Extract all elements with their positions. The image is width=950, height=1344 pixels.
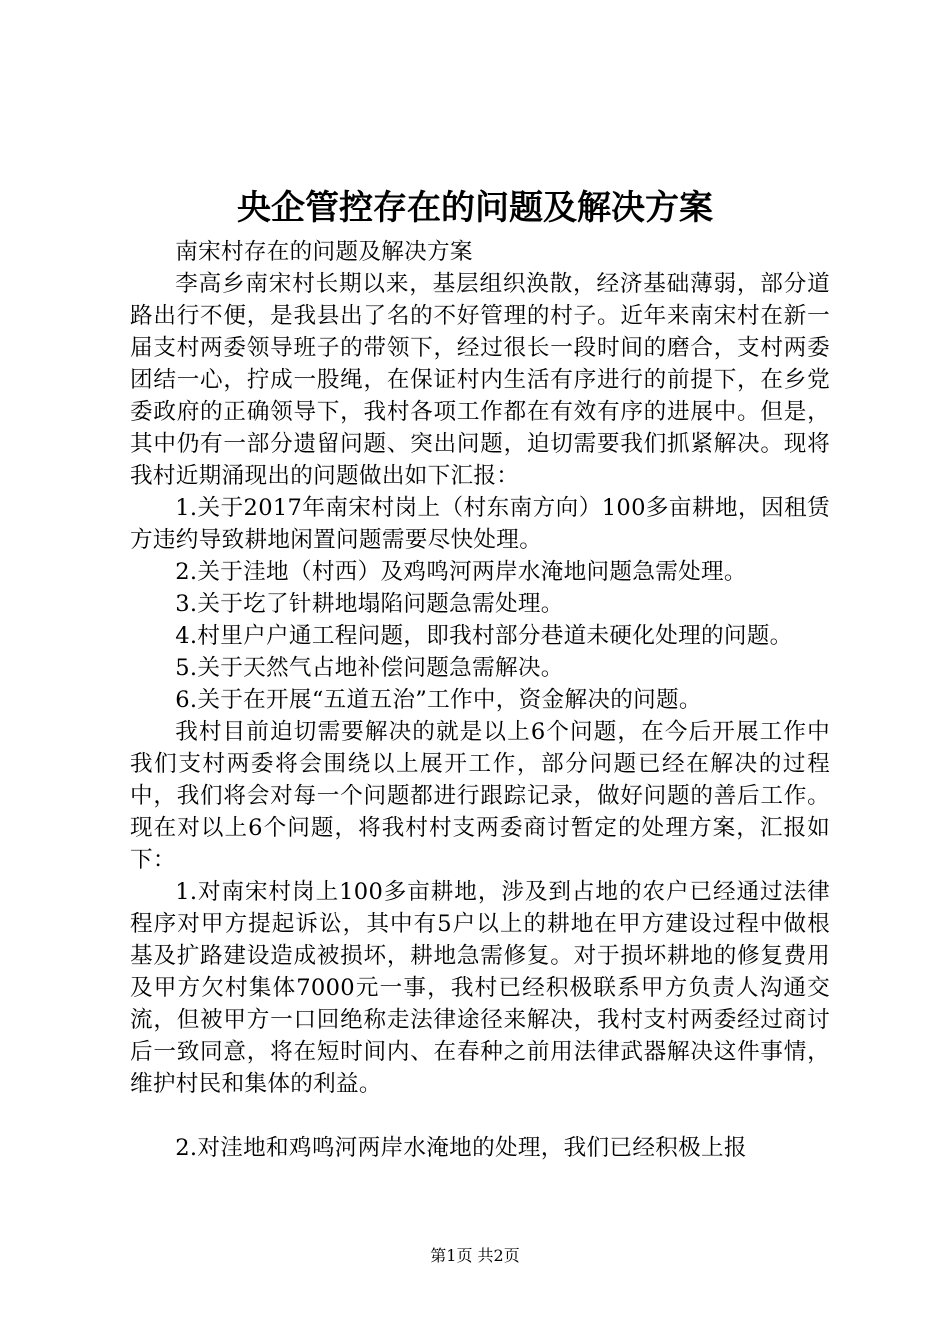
paragraph-intro: 李高乡南宋村长期以来，基层组织涣散，经济基础薄弱，部分道路出行不便，是我县出了名的不好管理的村子。近年来南宋村在新一届支村两委领导班子的带领下，经过很长一段时间的磨合，支村两委团结一心，拧成一股绳，在保证村内生活有序进行的前提下，在乡党委政府的正确领导下，我村各项工作都在有效有序的进展中。但是，其中仍有一部分遗留问题、突出问题，迫切需要我们抓紧解决。现将我村近期涌现出的问题做出如下汇报： (130, 271, 830, 489)
problem-item-6: 6.关于在开展“五道五治”工作中，资金解决的问题。 (175, 687, 702, 713)
problem-item-3: 3.关于圪了针耕地塌陷问题急需处理。 (175, 591, 564, 617)
problem-item-1: 1.关于2017年南宋村岗上（村东南方向）100多亩耕地，因租赁方违约导致耕地闲置问题需要尽快处理。 (130, 495, 830, 553)
problem-item-5: 5.关于天然气占地补偿问题急需解决。 (175, 655, 564, 681)
document-title: 央企管控存在的问题及解决方案 (237, 188, 713, 228)
problem-item-4: 4.村里户户通工程问题，即我村部分巷道未硬化处理的问题。 (175, 623, 793, 649)
paragraph-summary: 我村目前迫切需要解决的就是以上6个问题，在今后开展工作中我们支村两委将会围绕以上展开工作，部分问题已经在解决的过程中，我们将会对每一个问题都进行跟踪记录，做好问题的善后工作。现在对以上6个问题，将我村村支两委商讨暂定的处理方案，汇报如下： (130, 719, 830, 873)
problem-item-2: 2.关于洼地（村西）及鸡鸣河两岸水淹地问题急需处理。 (175, 559, 747, 585)
paragraph-subtitle: 南宋村存在的问题及解决方案 (175, 239, 473, 265)
page-footer: 第1页 共2页 (430, 1246, 520, 1265)
solution-item-2: 2.对洼地和鸡鸣河两岸水淹地的处理，我们已经积极上报 (175, 1135, 747, 1161)
solution-item-1: 1.对南宋村岗上100多亩耕地，涉及到占地的农户已经通过法律程序对甲方提起诉讼，其中有5户以上的耕地在甲方建设过程中做根基及扩路建设造成被损坏，耕地急需修复。对于损坏耕地的修复费用及甲方欠村集体7000元一事，我村已经积极联系甲方负责人沟通交流，但被甲方一口回绝称走法律途径来解决，我村支村两委经过商讨后一致同意，将在短时间内、在春种之前用法律武器解决这件事情，维护村民和集体的利益。 (130, 879, 830, 1097)
document-body (130, 236, 830, 1164)
